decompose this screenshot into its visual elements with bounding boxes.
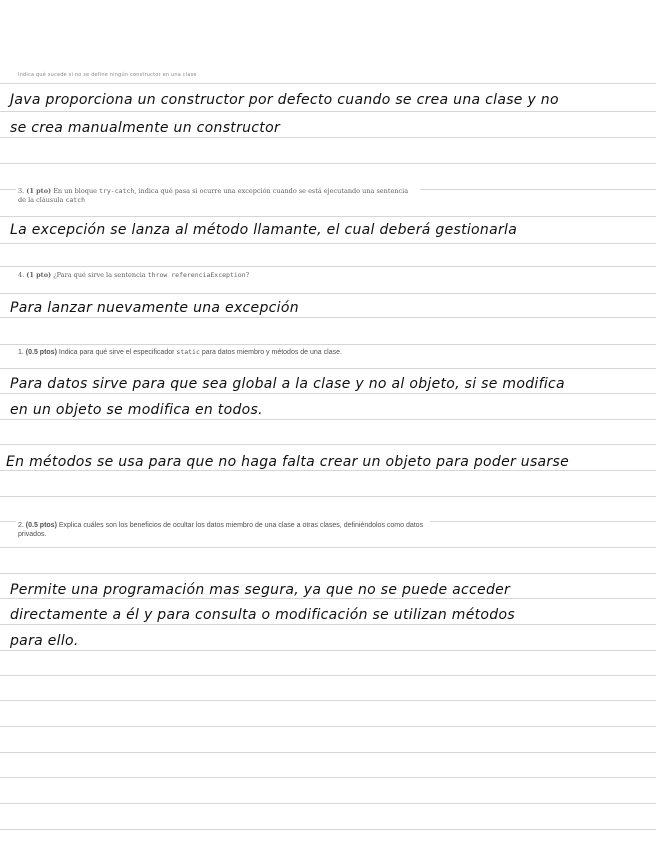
question-4-text-a: ¿Para qué sirve la sentencia — [53, 271, 146, 279]
question-3-text-b: , indica qué pasa si ocurre una excepción cuando se está ejecutando una sentencia de la cláusula — [18, 187, 409, 204]
question-4-prompt — [16, 270, 420, 281]
ruled-line — [0, 368, 656, 369]
question-top-text: Indica qué sucede si no se define ningún constructor en una clase — [18, 72, 197, 78]
question-1-points: (0.5 ptos) — [25, 349, 57, 356]
question-4-points: (1 pto) — [26, 271, 52, 279]
answer-top-line-1: Java proporciona un constructor por defecto cuando se crea una clase y no — [10, 92, 559, 108]
ruled-line — [0, 829, 656, 830]
question-1-text-a: Indica para qué sirve el especificador — [58, 349, 175, 356]
ruled-line — [0, 163, 656, 164]
ruled-line — [0, 803, 656, 804]
ruled-line — [0, 675, 656, 676]
ruled-line — [0, 726, 656, 727]
question-3-code: try-catch — [99, 187, 135, 195]
ruled-line — [0, 243, 656, 244]
ruled-line — [0, 700, 656, 701]
ruled-line — [0, 444, 656, 445]
ruled-line — [0, 344, 656, 345]
question-top-prompt — [16, 70, 380, 81]
answer-4: Para lanzar nuevamente una excepción — [10, 300, 299, 316]
answer-2-line-1: Permite una programación mas segura, ya que no se puede acceder — [10, 582, 511, 598]
ruled-line — [0, 317, 656, 318]
answer-1-line-3: En métodos se usa para que no haga falta crear un objeto para poder usarse — [6, 454, 569, 470]
question-1-number: 1. — [18, 349, 24, 356]
answer-2-line-2: directamente a él y para consulta o modificación se utilizan métodos — [10, 607, 515, 623]
ruled-line — [0, 650, 656, 651]
answer-3: La excepción se lanza al método llamante, el cual deberá gestionarla — [10, 222, 518, 238]
ruled-line — [0, 393, 656, 394]
ruled-line — [0, 293, 656, 294]
question-3-code-2: catch — [65, 196, 86, 204]
ruled-line — [0, 419, 656, 420]
ruled-line — [0, 216, 656, 217]
ruled-line — [0, 83, 656, 84]
question-1-text-b: para datos miembro y métodos de una clase. — [201, 349, 342, 356]
answer-1-line-2: en un objeto se modifica en todos. — [10, 402, 263, 418]
question-2-text: Explica cuáles son los beneficios de ocultar los datos miembro de una clase a otras clases, definiéndolos como datos privados. — [18, 522, 424, 538]
ruled-line — [0, 137, 656, 138]
question-3-points: (1 pto) — [26, 187, 52, 195]
question-3-text-a: En un bloque — [53, 187, 97, 195]
question-3-number: 3. — [18, 187, 25, 195]
question-3-prompt — [16, 186, 420, 206]
answer-1-line-1: Para datos sirve para que sea global a la clase y no al objeto, si se modifica — [10, 376, 565, 392]
question-4-text-b: ? — [245, 271, 250, 279]
question-2-number: 2. — [18, 522, 24, 529]
ruled-line — [0, 624, 656, 625]
ruled-line — [0, 470, 656, 471]
question-2-points: (0.5 ptos) — [25, 522, 57, 529]
question-1-prompt — [16, 347, 420, 358]
ruled-line — [0, 266, 656, 267]
question-4-number: 4. — [18, 271, 25, 279]
ruled-line — [0, 777, 656, 778]
ruled-line — [0, 573, 656, 574]
ruled-line — [0, 598, 656, 599]
ruled-line — [0, 547, 656, 548]
answer-top-line-2: se crea manualmente un constructor — [10, 120, 281, 136]
question-2-prompt — [16, 520, 430, 540]
ruled-line — [0, 752, 656, 753]
question-4-code: throw referenciaException — [147, 271, 246, 279]
answer-2-line-3: para ello. — [10, 633, 79, 649]
question-1-code: static — [176, 348, 200, 356]
ruled-line — [0, 496, 656, 497]
ruled-line — [0, 111, 656, 112]
